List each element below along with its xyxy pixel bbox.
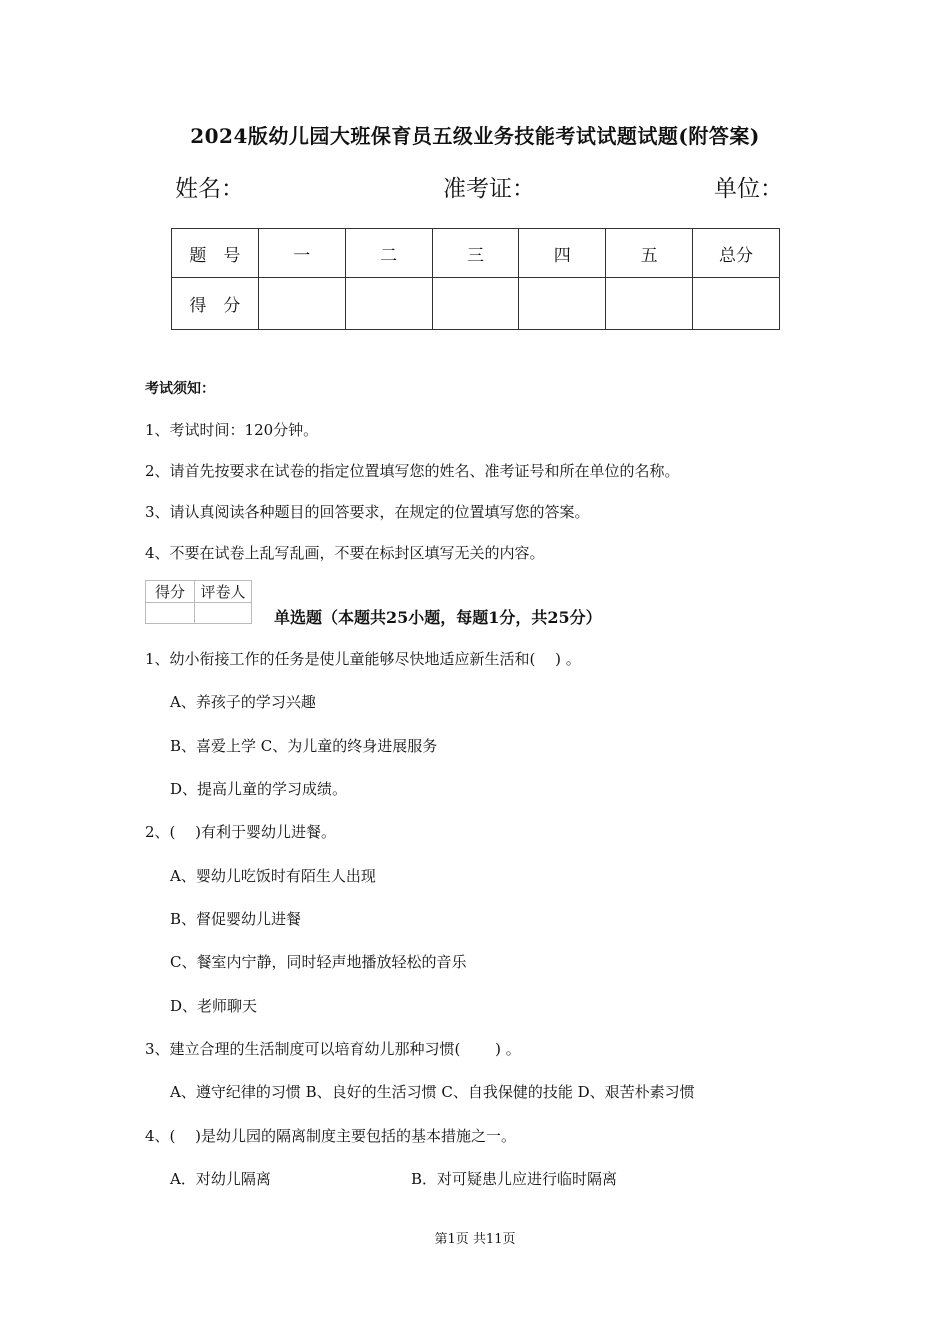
notes-heading: 考试须知：: [145, 381, 215, 397]
note-item: 1、考试时间：120分钟。: [145, 421, 319, 439]
candidate-fields: [175, 170, 783, 202]
score-header-cell: 题 号: [172, 229, 259, 278]
score-cell[interactable]: [345, 278, 432, 330]
page-footer: 第1页 共11页: [434, 1232, 516, 1247]
question-text: 3、建立合理的生活制度可以培育幼儿那种习惯( ) 。: [145, 1040, 521, 1058]
answer-option: B、喜爱上学 C、为儿童的终身进展服务: [170, 737, 438, 755]
answer-option: B、督促婴幼儿进餐: [170, 910, 302, 928]
score-header-cell: 三: [432, 229, 519, 278]
answer-option: A、婴幼儿吃饭时有陌生人出现: [170, 867, 376, 885]
score-header-cell: 总分: [693, 229, 780, 278]
score-header-cell: 四: [519, 229, 606, 278]
answer-option: B．对可疑患儿应进行临时隔离: [411, 1170, 618, 1188]
question-text: 1、幼小衔接工作的任务是使儿童能够尽快地适应新生活和( ) 。: [145, 650, 581, 668]
note-item: 4、不要在试卷上乱写乱画，不要在标封区填写无关的内容。: [145, 544, 545, 562]
answer-option: A、养孩子的学习兴趣: [170, 693, 316, 711]
score-header-cell: 五: [606, 229, 693, 278]
score-cell[interactable]: [519, 278, 606, 330]
question-text: 4、( )是幼儿园的隔离制度主要包括的基本措施之一。: [145, 1127, 517, 1145]
score-table: [171, 228, 780, 330]
score-table-score-row: [172, 278, 780, 330]
score-cell[interactable]: [432, 278, 519, 330]
answer-option: A、遵守纪律的习惯 B、良好的生活习惯 C、自我保健的技能 D、艰苦朴素习惯: [170, 1083, 695, 1101]
score-header-cell: 一: [258, 229, 345, 278]
answer-option: C、餐室内宁静，同时轻声地播放轻松的音乐: [170, 953, 467, 971]
answer-option: D、提高儿童的学习成绩。: [170, 780, 348, 798]
score-cell[interactable]: [693, 278, 780, 330]
answer-option: A．对幼儿隔离: [170, 1170, 271, 1188]
grader-name-label: 评卷人: [195, 581, 252, 603]
unit-field-label: 单位：: [714, 176, 783, 202]
score-header-cell: 二: [345, 229, 432, 278]
page-title: 2024版幼儿园大班保育员五级业务技能考试试题试题(附答案): [190, 124, 760, 148]
grader-score-cell[interactable]: [146, 603, 195, 624]
section-title: 单选题（本题共25小题，每题1分，共25分）: [274, 608, 602, 627]
score-cell[interactable]: [606, 278, 693, 330]
note-item: 2、请首先按要求在试卷的指定位置填写您的姓名、准考证号和所在单位的名称。: [145, 462, 680, 480]
grader-score-label: 得分: [146, 581, 195, 603]
grader-box: [145, 580, 252, 624]
note-item: 3、请认真阅读各种题目的回答要求，在规定的位置填写您的答案。: [145, 503, 590, 521]
score-cell[interactable]: [258, 278, 345, 330]
grader-name-cell[interactable]: [195, 603, 252, 624]
exam-id-field-label: 准考证：: [443, 176, 535, 202]
score-table-header-row: [172, 229, 780, 278]
answer-option: D、老师聊天: [170, 997, 258, 1015]
name-field-label: 姓名：: [175, 176, 244, 202]
score-row-label: 得 分: [172, 278, 259, 330]
question-text: 2、( )有利于婴幼儿进餐。: [145, 823, 337, 841]
